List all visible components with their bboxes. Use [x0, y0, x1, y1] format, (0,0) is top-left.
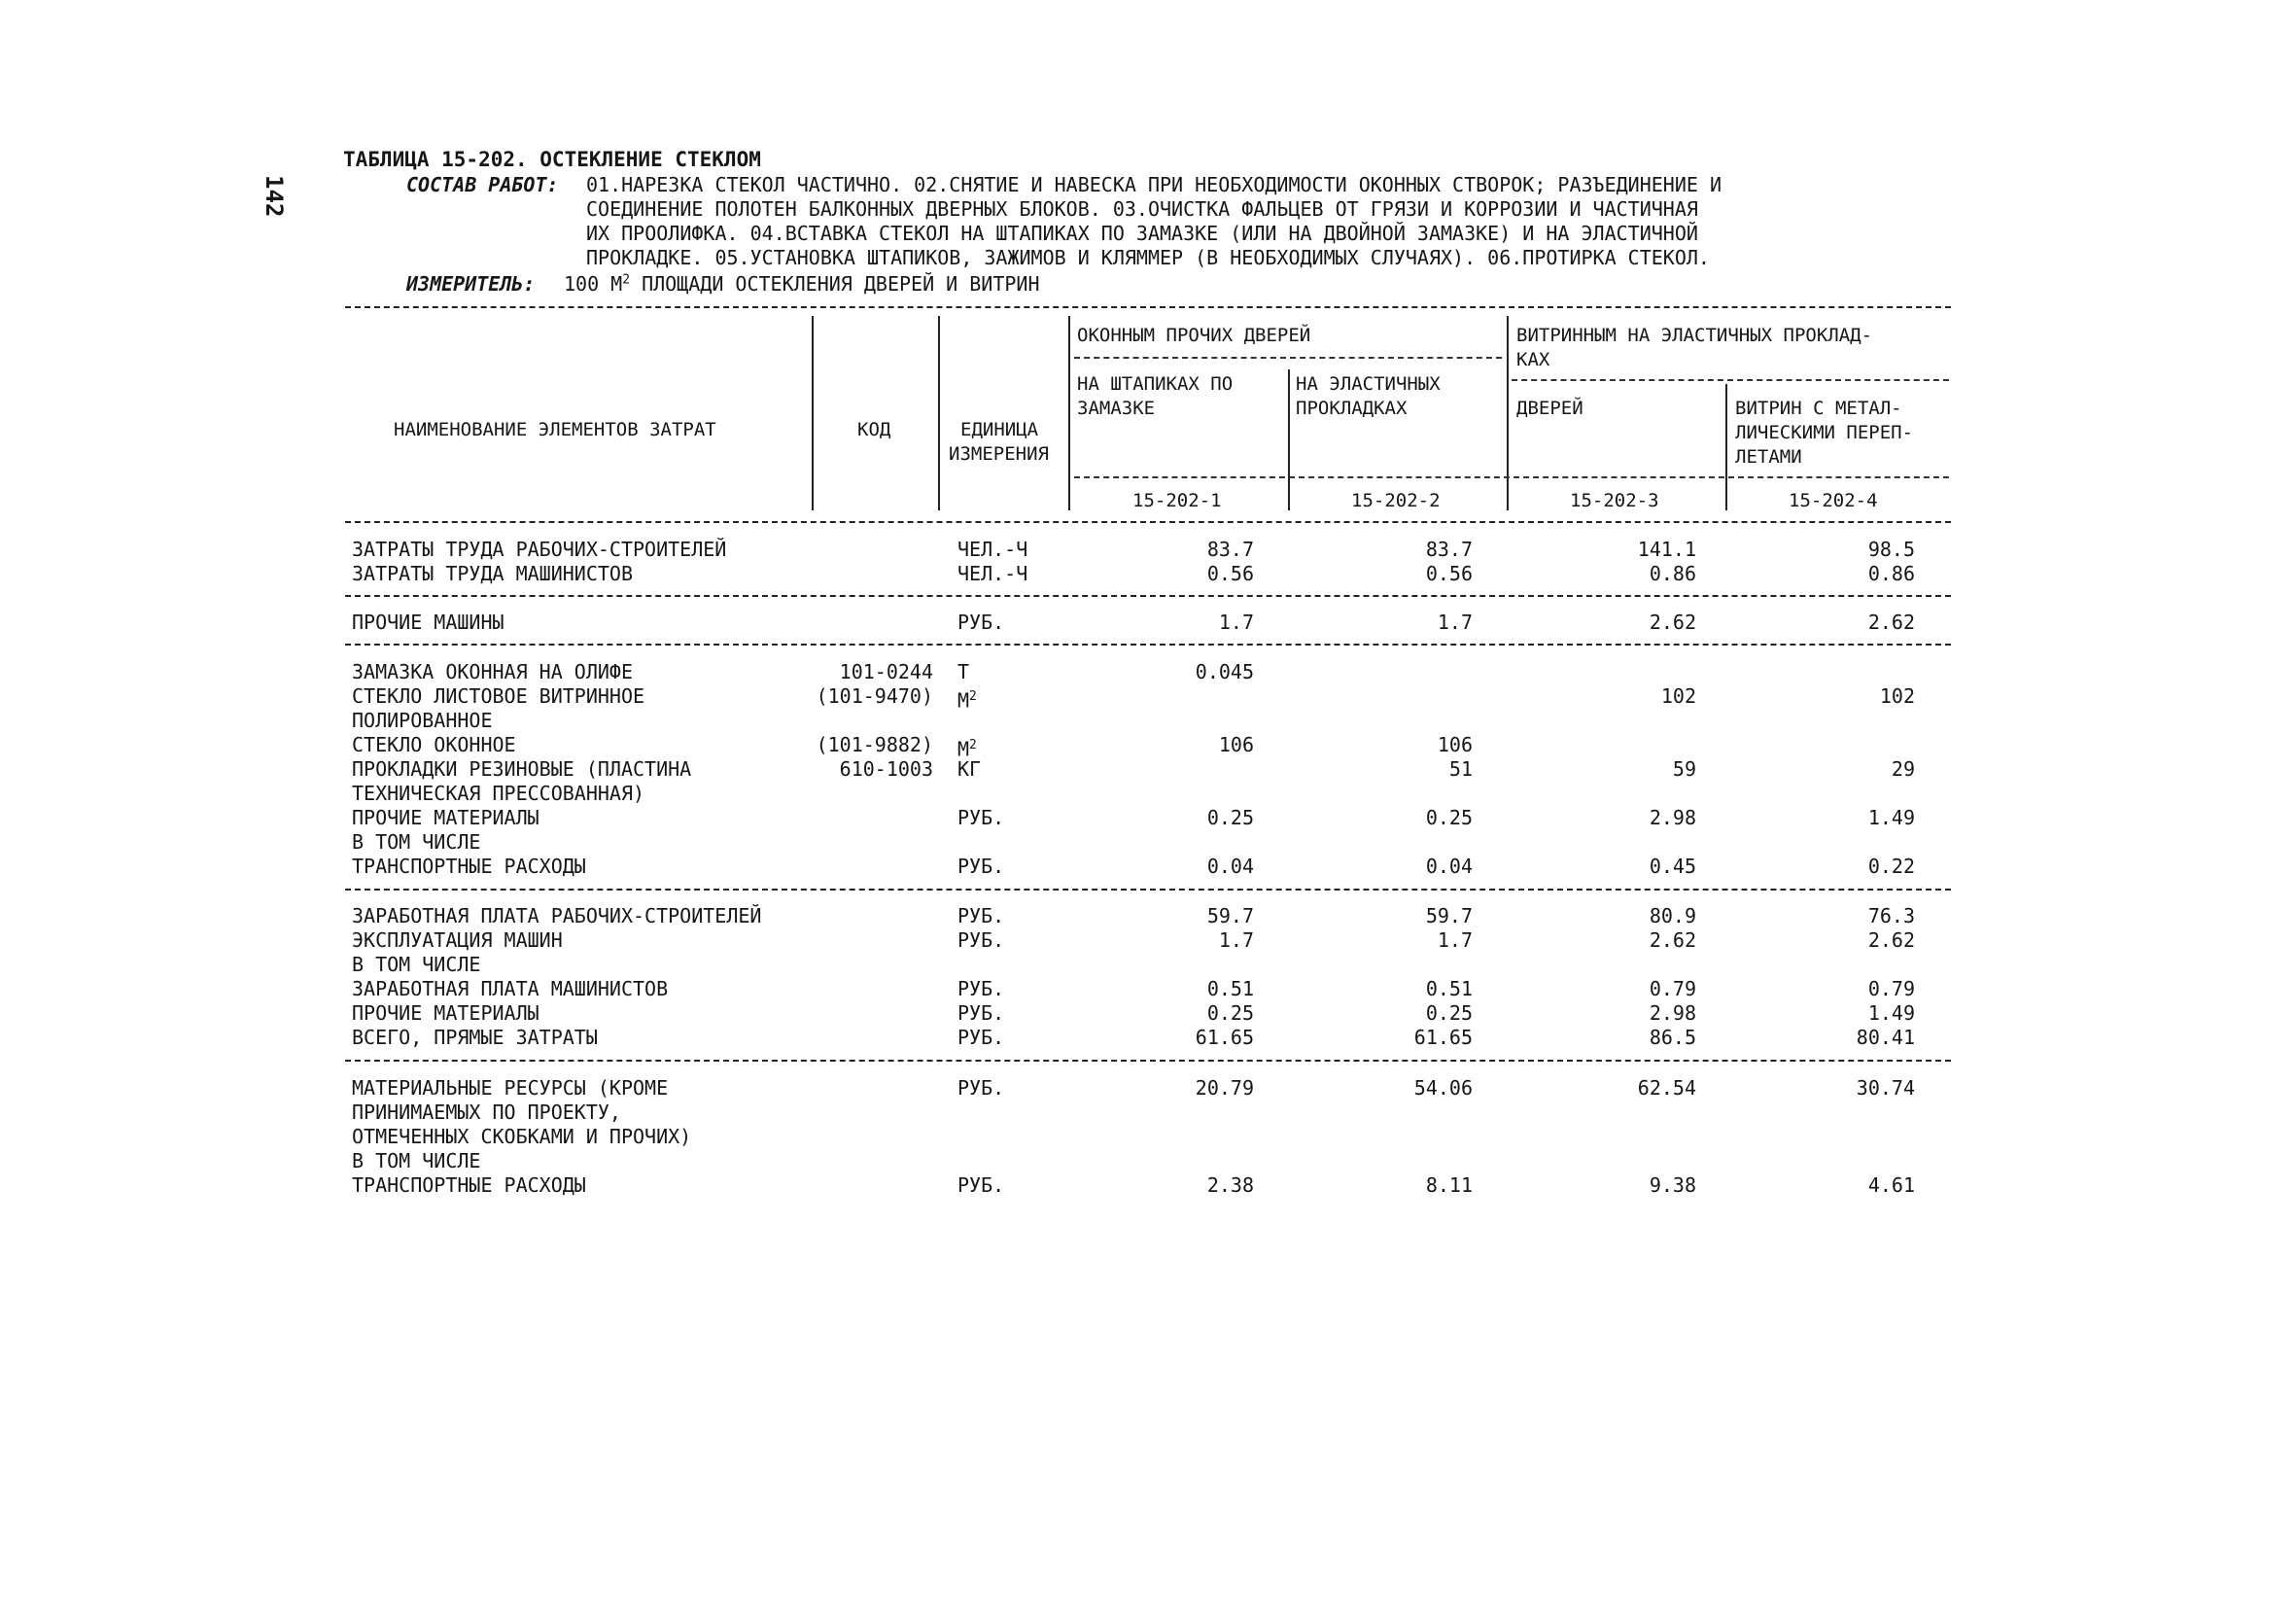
unit-cell: РУБ.: [957, 1076, 1005, 1100]
header-inner-rule: [1074, 357, 1502, 359]
cost-item-name: ЗАТРАТЫ ТРУДА РАБОЧИХ-СТРОИТЕЛЕЙ: [352, 538, 727, 561]
unit-cell: РУБ.: [957, 611, 1005, 634]
value-cell: 1.49: [1867, 1001, 1915, 1025]
cost-item-name: ОТМЕЧЕННЫХ СКОБКАМИ И ПРОЧИХ): [352, 1125, 692, 1148]
unit-cell: РУБ.: [957, 1173, 1005, 1197]
cost-item-name: В ТОМ ЧИСЛЕ: [352, 830, 481, 854]
table-top-rule: [345, 306, 1951, 308]
value-cell: 83.7: [1425, 538, 1473, 561]
unit-cell: КГ: [957, 757, 982, 781]
unit-cell: РУБ.: [957, 806, 1005, 829]
value-cell: 80.41: [1856, 1026, 1915, 1049]
resource-code: (101-9470): [816, 684, 933, 708]
value-cell: 1.49: [1867, 806, 1915, 829]
value-cell: 0.25: [1425, 1001, 1473, 1025]
value-cell: 0.22: [1867, 855, 1915, 878]
header-sub-4: ЛЕТАМИ: [1735, 446, 1802, 468]
value-cell: 83.7: [1206, 538, 1254, 561]
unit-cell: РУБ.: [957, 1001, 1005, 1025]
value-cell: 4.61: [1867, 1173, 1915, 1197]
header-sub-3: ДВЕРЕЙ: [1516, 398, 1583, 419]
cost-item-name: СТЕКЛО ЛИСТОВОЕ ВИТРИННОЕ: [352, 684, 645, 708]
section-rule: [345, 1060, 1951, 1062]
unit-cell: Т: [957, 660, 970, 683]
header-group-2: ВИТРИННЫМ НА ЭЛАСТИЧНЫХ ПРОКЛАД-: [1516, 325, 1873, 346]
sostav-line: ИХ ПРООЛИФКА. 04.ВСТАВКА СТЕКОЛ НА ШТАПИКАХ ПО ЗАМАЗКЕ (ИЛИ НА ДВОЙНОЙ ЗАМАЗКЕ) И НА ЭЛАСТИЧНОЙ: [586, 222, 1698, 245]
cost-item-name: ТРАНСПОРТНЫЕ РАСХОДЫ: [352, 1173, 586, 1197]
value-cell: 80.9: [1649, 904, 1696, 927]
cost-item-name: В ТОМ ЧИСЛЕ: [352, 1149, 481, 1172]
cost-item-name: ЗАРАБОТНАЯ ПЛАТА РАБОЧИХ-СТРОИТЕЛЕЙ: [352, 904, 762, 927]
unit-cell: ЧЕЛ.-Ч: [957, 562, 1028, 585]
header-code-2: 15-202-2: [1351, 490, 1441, 511]
header-code-3: 15-202-3: [1570, 490, 1659, 511]
resource-code: 101-0244: [839, 660, 933, 683]
col-separator: [812, 316, 814, 510]
header-code-col: КОД: [857, 419, 891, 440]
value-cell: 62.54: [1637, 1076, 1696, 1100]
header-unit-col: ЕДИНИЦА: [960, 419, 1039, 440]
value-cell: 29: [1891, 757, 1915, 781]
cost-item-name: ЗАРАБОТНАЯ ПЛАТА МАШИНИСТОВ: [352, 977, 669, 1000]
unit-cell: РУБ.: [957, 904, 1005, 927]
value-cell: 61.65: [1195, 1026, 1254, 1049]
value-cell: 2.62: [1867, 928, 1915, 952]
value-cell: 2.62: [1649, 611, 1696, 634]
header-group-1: ОКОННЫМ ПРОЧИХ ДВЕРЕЙ: [1077, 325, 1311, 346]
izmeritel-label: ИЗМЕРИТЕЛЬ:: [406, 272, 536, 296]
cost-item-name: ТРАНСПОРТНЫЕ РАСХОДЫ: [352, 855, 586, 878]
value-cell: 20.79: [1195, 1076, 1254, 1100]
value-cell: 61.65: [1413, 1026, 1473, 1049]
value-cell: 1.7: [1437, 611, 1473, 634]
header-sub-1: НА ШТАПИКАХ ПО: [1077, 373, 1234, 395]
value-cell: 0.79: [1867, 977, 1915, 1000]
cost-item-name: СТЕКЛО ОКОННОЕ: [352, 733, 516, 756]
col-separator: [1068, 316, 1070, 510]
value-cell: 0.56: [1425, 562, 1473, 585]
value-cell: 0.45: [1649, 855, 1696, 878]
value-cell: 106: [1218, 733, 1254, 756]
table-title: ТАБЛИЦА 15-202. ОСТЕКЛЕНИЕ СТЕКЛОМ: [343, 148, 761, 171]
value-cell: 0.56: [1206, 562, 1254, 585]
value-cell: 0.86: [1649, 562, 1696, 585]
value-cell: 2.38: [1206, 1173, 1254, 1197]
value-cell: 9.38: [1649, 1173, 1696, 1197]
header-sub-2: ПРОКЛАДКАХ: [1296, 398, 1408, 419]
header-code-4: 15-202-4: [1789, 490, 1878, 511]
header-sub-2: НА ЭЛАСТИЧНЫХ: [1296, 373, 1441, 395]
cost-item-name: ПРОЧИЕ МАШИНЫ: [352, 611, 504, 634]
unit-cell: РУБ.: [957, 928, 1005, 952]
value-cell: 102: [1879, 684, 1915, 708]
cost-item-name: ЭКСПЛУАТАЦИЯ МАШИН: [352, 928, 563, 952]
header-group-2: КАХ: [1516, 349, 1550, 370]
header-inner-rule: [1074, 476, 1949, 478]
value-cell: 141.1: [1637, 538, 1696, 561]
header-name-col: НАИМЕНОВАНИЕ ЭЛЕМЕНТОВ ЗАТРАТ: [394, 419, 716, 440]
value-cell: 2.62: [1867, 611, 1915, 634]
col-separator: [1507, 316, 1509, 510]
section-rule: [345, 644, 1951, 646]
value-cell: 106: [1437, 733, 1473, 756]
unit-cell: $М^2$: [957, 688, 977, 713]
col-separator: [938, 316, 940, 510]
resource-code: 610-1003: [839, 757, 933, 781]
value-cell: 59: [1672, 757, 1696, 781]
cost-item-name: МАТЕРИАЛЬНЫЕ РЕСУРСЫ (КРОМЕ: [352, 1076, 669, 1100]
value-cell: 2.98: [1649, 806, 1696, 829]
cost-item-name: ПОЛИРОВАННОЕ: [352, 709, 493, 732]
value-cell: 1.7: [1218, 611, 1254, 634]
header-inner-rule: [1512, 379, 1949, 381]
cost-item-name: ТЕХНИЧЕСКАЯ ПРЕССОВАННАЯ): [352, 782, 645, 805]
resource-code: (101-9882): [816, 733, 933, 756]
cost-item-name: В ТОМ ЧИСЛЕ: [352, 953, 481, 976]
value-cell: 0.79: [1649, 977, 1696, 1000]
value-cell: 1.7: [1218, 928, 1254, 952]
value-cell: 0.25: [1425, 806, 1473, 829]
value-cell: 0.045: [1195, 660, 1254, 683]
value-cell: 0.51: [1206, 977, 1254, 1000]
value-cell: 0.04: [1206, 855, 1254, 878]
section-rule: [345, 889, 1951, 891]
value-cell: 76.3: [1867, 904, 1915, 927]
header-code-1: 15-202-1: [1132, 490, 1222, 511]
value-cell: 51: [1448, 757, 1473, 781]
value-cell: 59.7: [1206, 904, 1254, 927]
value-cell: 2.62: [1649, 928, 1696, 952]
unit-cell: ЧЕЛ.-Ч: [957, 538, 1028, 561]
header-unit-col: ИЗМЕРЕНИЯ: [949, 443, 1049, 465]
unit-cell: РУБ.: [957, 1026, 1005, 1049]
section-rule: [345, 595, 1951, 597]
cost-item-name: ПРОЧИЕ МАТЕРИАЛЫ: [352, 806, 539, 829]
value-cell: 2.98: [1649, 1001, 1696, 1025]
value-cell: 86.5: [1649, 1026, 1696, 1049]
value-cell: 0.51: [1425, 977, 1473, 1000]
col-separator: [1725, 384, 1727, 510]
value-cell: 54.06: [1413, 1076, 1473, 1100]
header-sub-4: ЛИЧЕСКИМИ ПЕРЕП-: [1735, 422, 1914, 443]
unit-cell: РУБ.: [957, 855, 1005, 878]
izmeritel-text: 100 $М^2$ ПЛОЩАДИ ОСТЕКЛЕНИЯ ДВЕРЕЙ И ВИТРИН: [564, 272, 1040, 296]
col-separator: [1288, 369, 1290, 510]
sostav-label: СОСТАВ РАБОТ:: [406, 173, 559, 196]
value-cell: 0.25: [1206, 806, 1254, 829]
cost-item-name: ЗАТРАТЫ ТРУДА МАШИНИСТОВ: [352, 562, 633, 585]
sostav-line: СОЕДИНЕНИЕ ПОЛОТЕН БАЛКОННЫХ ДВЕРНЫХ БЛОКОВ. 03.ОЧИСТКА ФАЛЬЦЕВ ОТ ГРЯЗИ И КОРРОЗИИ И ЧАСТИЧНАЯ: [586, 197, 1698, 221]
sostav-line: 01.НАРЕЗКА СТЕКОЛ ЧАСТИЧНО. 02.СНЯТИЕ И НАВЕСКА ПРИ НЕОБХОДИМОСТИ ОКОННЫХ СТВОРОК; РАЗЪЕДИНЕНИЕ И: [586, 173, 1722, 196]
header-bottom-rule: [345, 521, 1951, 523]
cost-item-name: ПРОКЛАДКИ РЕЗИНОВЫЕ (ПЛАСТИНА: [352, 757, 692, 781]
cost-item-name: ПРИНИМАЕМЫХ ПО ПРОЕКТУ,: [352, 1101, 621, 1124]
value-cell: 1.7: [1437, 928, 1473, 952]
unit-cell: РУБ.: [957, 977, 1005, 1000]
value-cell: 0.25: [1206, 1001, 1254, 1025]
sostav-line: ПРОКЛАДКЕ. 05.УСТАНОВКА ШТАПИКОВ, ЗАЖИМОВ И КЛЯММЕР (В НЕОБХОДИМЫХ СЛУЧАЯХ). 06.ПРОТИРКА СТЕКОЛ.: [586, 246, 1710, 269]
value-cell: 102: [1660, 684, 1696, 708]
header-sub-1: ЗАМАЗКЕ: [1077, 398, 1156, 419]
value-cell: 98.5: [1867, 538, 1915, 561]
value-cell: 0.86: [1867, 562, 1915, 585]
value-cell: 30.74: [1856, 1076, 1915, 1100]
value-cell: 8.11: [1425, 1173, 1473, 1197]
cost-item-name: ЗАМАЗКА ОКОННАЯ НА ОЛИФЕ: [352, 660, 633, 683]
page-number: 142: [261, 175, 288, 218]
cost-item-name: ПРОЧИЕ МАТЕРИАЛЫ: [352, 1001, 539, 1025]
value-cell: 0.04: [1425, 855, 1473, 878]
header-sub-4: ВИТРИН С МЕТАЛ-: [1735, 398, 1902, 419]
value-cell: 59.7: [1425, 904, 1473, 927]
unit-cell: $М^2$: [957, 737, 977, 761]
cost-item-name: ВСЕГО, ПРЯМЫЕ ЗАТРАТЫ: [352, 1026, 598, 1049]
